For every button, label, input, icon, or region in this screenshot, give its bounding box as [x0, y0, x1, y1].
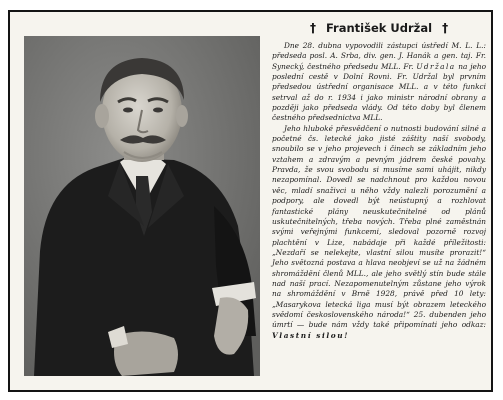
- motto: Vlastní silou!: [272, 330, 350, 340]
- obituary-text-column: [272, 20, 486, 388]
- portrait-illustration: [24, 36, 260, 376]
- cross-icon: †: [309, 21, 316, 35]
- portrait-photo: [24, 36, 260, 376]
- obituary-page: [8, 10, 493, 392]
- obituary-body: [272, 41, 486, 341]
- highlighted-name: Udržala: [416, 61, 456, 71]
- paragraph-2: Jeho hluboké přesvědčení o nutnosti budování silné a početné čs. letecké jako jisté záštity naší svobody, snoubilo se v jeho projevech i činech se základním jeho vztahem a zdravým a pevným jádrem české povahy. Pravda, že svou svobodu si musíme sami uhájit, nikdy nezapomínal. Dovedl se nadchnout pro každou novou věc, mladí snaživci u něho vždy nalezli porozumění a podpory, ale dovedl být neústupný a rozhlovat fantastické plány neuskutečnitelné od plánů uskutečnitelných, třeba nových. Třeba plné zaměstnán svými veřejnými funkcemi, sledoval pozorně rozvoj plachtění v Lize, nabádaje při každé příležitosti: „Nezdaří se nelekejte, vlastní silou musíte prorazit!“ Jeho světozná postava a hlava neobjeví se už na žádném shromáždění členů MLL., ale jeho světlý stín bude stále nad naší prací. Nezapomenutelným zůstane jeho výrok na shromáždění v Brně 1928, právě před 10 lety: „Masarykova letecká liga musí být obrazem leteckého svědomí československého národa!“ 25. dubenden jeho úmrtí — bude nám vždy také připomínati jeho odkaz: Vlastní silou!: [272, 123, 486, 340]
- obituary-heading: [272, 20, 486, 36]
- cross-icon: †: [442, 21, 449, 35]
- deceased-name: František Udržal: [325, 21, 433, 35]
- paragraph-1: Dne 28. dubna vypovodili zástupci ústředí M. L. L.: předseda posl. A. Srba, div. gen. J. Hanák a gen. taj. Fr. Synecký, čestného předsedu MLL. Fr. Udržala na jeho poslední cestě v Dolní Rovni. Fr. Udržal byl prvním předsedou ústřední organisace MLL. a v této funkci setrval až do r. 1934 i jako ministr národní obrany a později jako předseda vlády. Od této doby byl členem čestného předsednictva MLL.: [272, 41, 486, 123]
